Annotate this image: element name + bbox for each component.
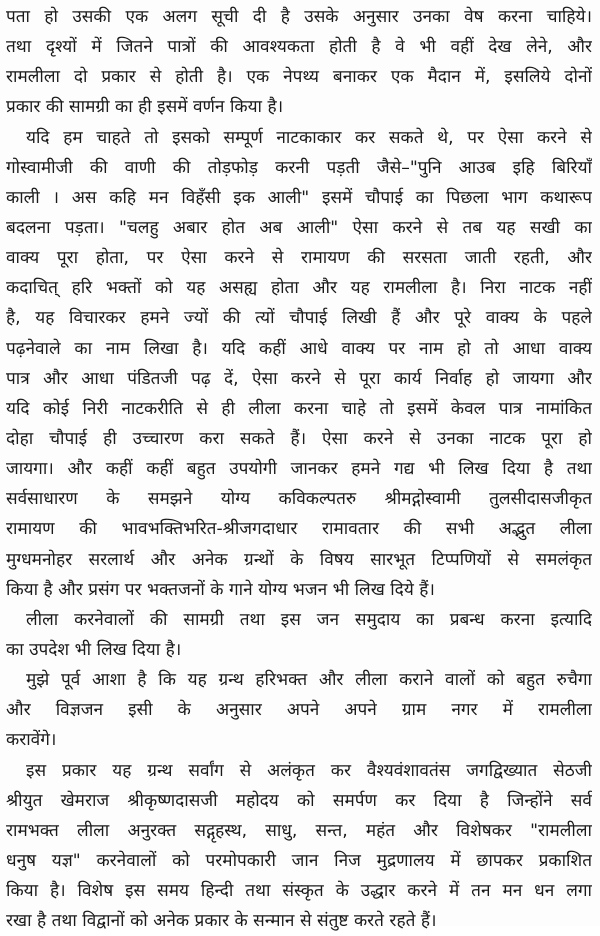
text-line: रामभक्त लीला अनुरक्त सद्गृहस्थ, साधु, सन्त, महंत और विशेषकर "रामलीला	[6, 820, 592, 841]
text-line: करावेंगे।	[6, 730, 57, 751]
text-line: यदि कोई निरी नाटकरीति से ही लीला करना चाहे तो इसमें केवल पात्र नामांकित	[6, 398, 592, 419]
text-line: पात्र और आधा पंडितजी पढ़ दें, ऐसा करने से पूरा कार्य निर्वाह हो जायगा और	[6, 368, 592, 389]
text-line: रखा है तथा विद्वानों को अनेक प्रकार के सन्मान से संतुष्ट करते रहते हैं।	[6, 911, 437, 932]
text-line: मुझे पूर्व आशा है कि यह ग्रन्थ हरिभक्त और लीला कराने वालों को बहुत रुचैगा	[26, 670, 592, 691]
text-line: मुग्धमनोहर सरलार्थ और अनेक ग्रन्थों के विषय सारभूत टिप्पणियों से समलंकृत	[6, 549, 592, 570]
text-line: श्रीयुत खेमराज श्रीकृष्णदासजी महोदय को समर्पण कर दिया है जिन्होंने सर्व	[6, 790, 592, 811]
text-line: पढ़नेवाले का नाम लिखा है। यदि कहीं आधे वाक्य पर नाम हो तो आधा वाक्य	[6, 338, 592, 359]
text-line: है, यह विचारकर हमने ज्यों की त्यों चौपाई लिखी हैं और पूरे वाक्य के पहले	[6, 308, 592, 329]
document-body	[6, 2, 592, 936]
text-line: तथा दृश्यों में जितने पात्रों की आवश्यकता होती है वे भी वहीं देख लेने, और	[6, 37, 592, 58]
text-line: वाक्य पूरा होता, पर ऐसा करने से रामायण की सरसता जाती रहती, और	[6, 248, 592, 269]
text-line: कदाचित् हरि भक्तों को यह असह्य होता और यह रामलीला है। निरा नाटक नहीं	[6, 278, 592, 299]
text-line: का उपदेश भी लिख दिया है।	[6, 639, 182, 660]
text-line: प्रकार की सामग्री का ही इसमें वर्णन किया है।	[6, 97, 284, 118]
text-line: यदि हम चाहते तो इसको सम्पूर्ण नाटकाकार कर सकते थे, पर ऐसा करने से	[26, 127, 592, 148]
text-line: दोहा चौपाई ही उच्चारण करा सकते हैं। ऐसा करने से उनका नाटक पूरा हो	[6, 428, 592, 449]
text-line: काली । अस कहि मन विहँसी इक आली" इसमें चौपाई का पिछला भाग कथारूप	[6, 187, 592, 208]
text-line: धनुष यज्ञ" करनेवालों को परमोपकारी जान निज मुद्रणालय में छापकर प्रकाशित	[6, 850, 592, 871]
text-line: रामायण की भावभक्तिभरित-श्रीजगदाधार रामावतार की सभी अद्भुत लीला	[6, 519, 592, 540]
text-line: जायगा। और कहीं कहीं बहुत उपयोगी जानकर हमने गद्य भी लिख दिया है तथा	[6, 459, 592, 480]
text-line: रामलीला दो प्रकार से होती है। एक नेपथ्य बनाकर एक मैदान में, इसलिये दोनों	[6, 67, 592, 88]
text-line: पता हो उसकी एक अलग सूची दी है उसके अनुसार उनका वेष करना चाहिये।	[6, 7, 592, 27]
text-line: लीला करनेवालों की सामग्री तथा इस जन समुदाय का प्रबन्ध करना इत्यादि	[26, 609, 592, 630]
text-line: गोस्वामीजी की वाणी की तोड़फोड़ करनी पड़ती जैसे–"पुनि आउब इहि बिरियाँ	[6, 157, 592, 178]
text-line: और विज्ञजन इसी के अनुसार अपने अपने ग्राम नगर में रामलीला	[6, 700, 592, 721]
text-line: बदलना पड़ता। "चलहु अबार होत अब आली" ऐसा करने से तब यह सखी का	[6, 217, 592, 238]
text-line: सर्वसाधारण के समझने योग्य कविकल्पतरु श्रीमद्गोस्वामी तुलसीदासजीकृत	[6, 489, 592, 510]
text-line: किया है और प्रसंग पर भक्तजनों के गाने योग्य भजन भी लिख दिये हैं।	[6, 579, 435, 600]
text-line: किया है। विशेष इस समय हिन्दी तथा संस्कृत के उद्धार करने में तन मन धन लगा	[6, 881, 592, 902]
text-line: इस प्रकार यह ग्रन्थ सर्वांग से अलंकृत कर वैश्यवंशावतंस जगद्विख्यात सेठजी	[26, 760, 592, 781]
